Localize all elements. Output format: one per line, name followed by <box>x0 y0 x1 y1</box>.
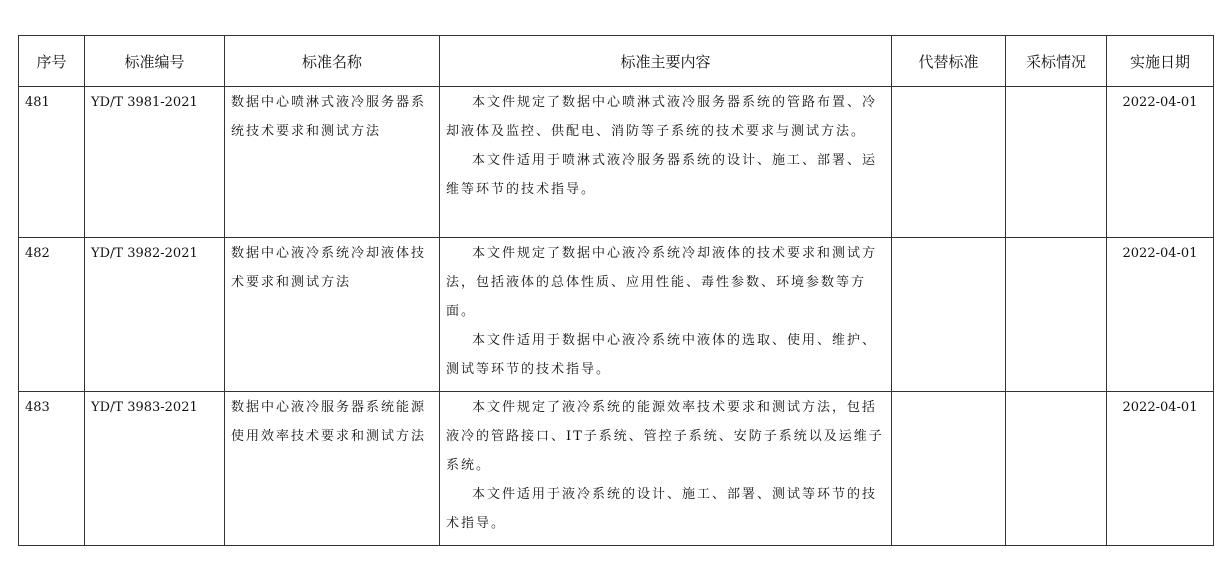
content-paragraph: 本文件适用于数据中心液冷系统中液体的选取、使用、维护、测试等环节的技术指导。 <box>446 333 878 377</box>
content-paragraph: 本文件适用于喷淋式液冷服务器系统的设计、施工、部署、运维等环节的技术指导。 <box>446 153 878 197</box>
cell-content <box>440 392 892 546</box>
content-paragraph: 本文件规定了数据中心液冷系统冷却液体的技术要求和测试方法，包括液体的总体性质、应用性能、毒性参数、环境参数等方面。 <box>446 246 878 319</box>
cell-name: 数据中心喷淋式液冷服务器系统技术要求和测试方法 <box>225 87 440 238</box>
header-code: 标准编号 <box>85 36 225 87</box>
header-content: 标准主要内容 <box>440 36 892 87</box>
header-date: 实施日期 <box>1107 36 1214 87</box>
table-row <box>19 392 1214 546</box>
cell-code: YD/T 3981-2021 <box>85 87 225 238</box>
cell-content <box>440 238 892 392</box>
header-replaced: 代替标准 <box>892 36 1006 87</box>
cell-date: 2022-04-01 <box>1107 87 1214 238</box>
cell-adoption <box>1006 87 1107 238</box>
content-paragraph: 本文件适用于液冷系统的设计、施工、部署、测试等环节的技术指导。 <box>446 487 878 531</box>
cell-seq: 481 <box>19 87 85 238</box>
cell-name: 数据中心液冷服务器系统能源使用效率技术要求和测试方法 <box>225 392 440 546</box>
cell-seq: 482 <box>19 238 85 392</box>
cell-date: 2022-04-01 <box>1107 238 1214 392</box>
content-paragraph: 本文件规定了液冷系统的能源效率技术要求和测试方法，包括液冷的管路接口、IT子系统、管控子系统、安防子系统以及运维子系统。 <box>446 400 884 473</box>
cell-code: YD/T 3983-2021 <box>85 392 225 546</box>
cell-replaced <box>892 238 1006 392</box>
cell-replaced <box>892 392 1006 546</box>
table-row <box>19 87 1214 238</box>
standards-table <box>18 35 1214 546</box>
table-row <box>19 238 1214 392</box>
header-adoption: 采标情况 <box>1006 36 1107 87</box>
header-seq: 序号 <box>19 36 85 87</box>
content-paragraph: 本文件规定了数据中心喷淋式液冷服务器系统的管路布置、冷却液体及监控、供配电、消防等子系统的技术要求与测试方法。 <box>446 95 878 139</box>
header-name: 标准名称 <box>225 36 440 87</box>
cell-seq: 483 <box>19 392 85 546</box>
cell-adoption <box>1006 238 1107 392</box>
cell-replaced <box>892 87 1006 238</box>
cell-name: 数据中心液冷系统冷却液体技术要求和测试方法 <box>225 238 440 392</box>
cell-adoption <box>1006 392 1107 546</box>
header-row <box>19 36 1214 87</box>
cell-content <box>440 87 892 238</box>
cell-date: 2022-04-01 <box>1107 392 1214 546</box>
cell-code: YD/T 3982-2021 <box>85 238 225 392</box>
